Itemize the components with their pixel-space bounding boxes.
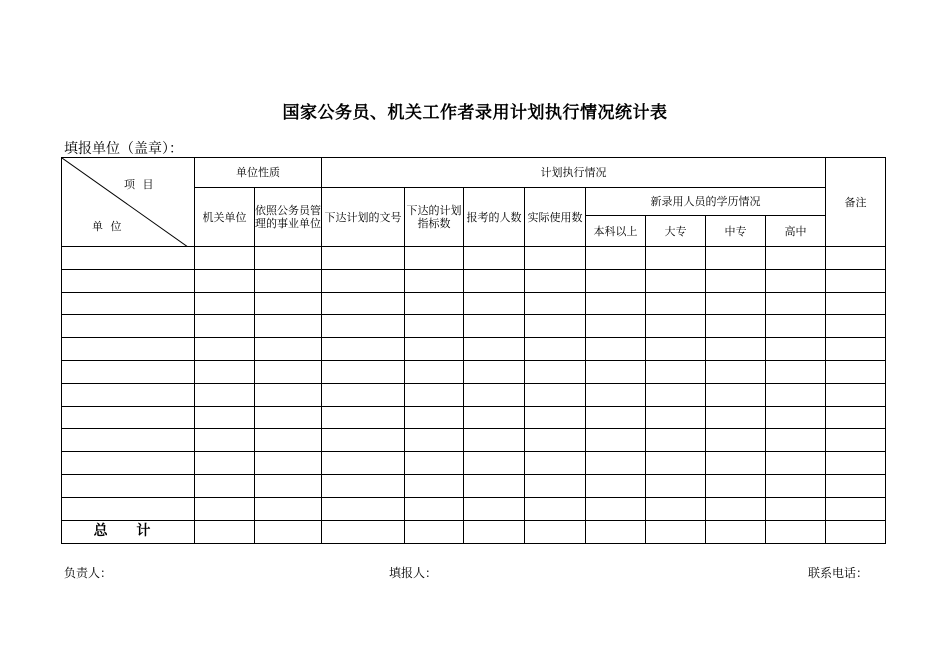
table-row xyxy=(62,497,886,520)
table-row xyxy=(62,315,886,338)
table-cell xyxy=(706,360,766,383)
actual-used-header: 实际使用数 xyxy=(525,188,586,247)
applicants-header: 报考的人数 xyxy=(464,188,525,247)
table-row xyxy=(62,383,886,406)
table-cell xyxy=(766,452,826,475)
table-row xyxy=(62,338,886,361)
table-cell xyxy=(525,338,586,361)
table-cell xyxy=(62,315,195,338)
table-cell xyxy=(706,429,766,452)
table-cell xyxy=(646,474,706,497)
table-cell xyxy=(826,474,886,497)
total-row xyxy=(62,520,886,543)
table-cell xyxy=(586,247,646,270)
table-cell xyxy=(195,452,255,475)
table-cell xyxy=(405,383,464,406)
table-cell xyxy=(322,497,405,520)
table-cell xyxy=(766,315,826,338)
table-cell xyxy=(706,520,766,543)
total-label-cell xyxy=(62,520,195,543)
table-cell xyxy=(322,474,405,497)
table-cell xyxy=(405,452,464,475)
total-label: 总 计 xyxy=(93,523,163,540)
table-cell xyxy=(464,452,525,475)
table-cell xyxy=(706,315,766,338)
table-cell xyxy=(766,520,826,543)
page-title: 国家公务员、机关工作者录用计划执行情况统计表 xyxy=(282,103,668,123)
table-cell xyxy=(826,497,886,520)
table-cell xyxy=(706,497,766,520)
table-cell xyxy=(464,520,525,543)
table-cell xyxy=(766,383,826,406)
table-cell xyxy=(706,383,766,406)
table-cell xyxy=(826,360,886,383)
table-row xyxy=(62,269,886,292)
remarks-header: 备注 xyxy=(826,158,886,247)
table-body xyxy=(62,247,886,521)
table-cell xyxy=(646,429,706,452)
table-cell xyxy=(322,452,405,475)
table-cell xyxy=(255,520,322,543)
table-cell xyxy=(62,452,195,475)
secondary-header: 中专 xyxy=(706,216,766,247)
statistics-table xyxy=(61,157,886,544)
table-cell xyxy=(706,406,766,429)
table-cell xyxy=(646,520,706,543)
table-cell xyxy=(195,247,255,270)
table-cell xyxy=(826,452,886,475)
table-cell xyxy=(586,269,646,292)
table-cell xyxy=(646,452,706,475)
table-cell xyxy=(322,315,405,338)
phone-label: 联系电话： xyxy=(808,566,869,580)
public-service-unit-header: 依照公务员管理的事业单位 xyxy=(255,188,322,247)
table-cell xyxy=(586,338,646,361)
table-cell xyxy=(646,360,706,383)
table-cell xyxy=(405,474,464,497)
table-cell xyxy=(195,315,255,338)
filler-label: 填报人： xyxy=(389,566,438,580)
plan-doc-no-header: 下达计划的文号 xyxy=(322,188,405,247)
table-cell xyxy=(405,520,464,543)
education-header: 新录用人员的学历情况 xyxy=(586,188,826,216)
table-cell xyxy=(525,383,586,406)
table-cell xyxy=(706,247,766,270)
table-row xyxy=(62,406,886,429)
table-cell xyxy=(766,360,826,383)
table-cell xyxy=(706,452,766,475)
table-cell xyxy=(464,315,525,338)
table-cell xyxy=(62,360,195,383)
table-cell xyxy=(826,247,886,270)
table-cell xyxy=(62,406,195,429)
table-cell xyxy=(766,497,826,520)
responsible-label: 负责人： xyxy=(64,566,113,580)
table-cell xyxy=(405,247,464,270)
table-row xyxy=(62,247,886,270)
table-cell xyxy=(525,474,586,497)
table-cell xyxy=(586,452,646,475)
table-cell xyxy=(255,247,322,270)
table-cell xyxy=(766,429,826,452)
table-cell xyxy=(464,338,525,361)
table-cell xyxy=(586,383,646,406)
fill-unit-label: 填报单位（盖章）： xyxy=(64,141,183,157)
bachelor-above-header: 本科以上 xyxy=(586,216,646,247)
table-row xyxy=(62,360,886,383)
table-cell xyxy=(405,269,464,292)
table-cell xyxy=(195,383,255,406)
table-cell xyxy=(195,406,255,429)
unit-nature-header: 单位性质 xyxy=(195,158,322,188)
table-cell xyxy=(255,269,322,292)
table-cell xyxy=(586,497,646,520)
table-cell xyxy=(464,360,525,383)
table-cell xyxy=(405,315,464,338)
table-cell xyxy=(766,247,826,270)
table-cell xyxy=(322,520,405,543)
table-cell xyxy=(826,292,886,315)
table-cell xyxy=(322,338,405,361)
table-cell xyxy=(586,520,646,543)
table-cell xyxy=(826,383,886,406)
table-cell xyxy=(646,269,706,292)
table-cell xyxy=(766,406,826,429)
table-cell xyxy=(464,292,525,315)
table-cell xyxy=(525,520,586,543)
table-cell xyxy=(646,497,706,520)
table-cell xyxy=(255,360,322,383)
table-cell xyxy=(62,474,195,497)
table-cell xyxy=(464,269,525,292)
table-cell xyxy=(255,429,322,452)
table-cell xyxy=(826,315,886,338)
table-cell xyxy=(255,315,322,338)
table-cell xyxy=(255,474,322,497)
high-school-header: 高中 xyxy=(766,216,826,247)
table-cell xyxy=(525,360,586,383)
table-cell xyxy=(826,338,886,361)
table-cell xyxy=(195,497,255,520)
table-cell xyxy=(322,247,405,270)
table-cell xyxy=(464,406,525,429)
plan-quota-header: 下达的计划指标数 xyxy=(405,188,464,247)
table-cell xyxy=(586,429,646,452)
table-row xyxy=(62,474,886,497)
table-cell xyxy=(525,497,586,520)
table-cell xyxy=(62,383,195,406)
table-cell xyxy=(646,292,706,315)
diagonal-line xyxy=(62,158,195,247)
table-cell xyxy=(826,406,886,429)
table-cell xyxy=(766,474,826,497)
table-row xyxy=(62,429,886,452)
table-cell xyxy=(405,292,464,315)
table-cell xyxy=(586,315,646,338)
table-cell xyxy=(525,452,586,475)
table-cell xyxy=(62,497,195,520)
table-cell xyxy=(766,292,826,315)
table-cell xyxy=(826,269,886,292)
table-cell xyxy=(322,406,405,429)
table-cell xyxy=(464,383,525,406)
college-header: 大专 xyxy=(646,216,706,247)
table-cell xyxy=(464,474,525,497)
table-cell xyxy=(525,406,586,429)
table-cell xyxy=(525,315,586,338)
table-cell xyxy=(195,360,255,383)
table-cell xyxy=(646,247,706,270)
agency-unit-header: 机关单位 xyxy=(195,188,255,247)
diag-top-label: 项 目 xyxy=(124,178,156,191)
table-cell xyxy=(62,338,195,361)
table-cell xyxy=(195,338,255,361)
table-cell xyxy=(525,292,586,315)
diag-bottom-label: 单 位 xyxy=(92,220,124,233)
table-cell xyxy=(646,338,706,361)
table-cell xyxy=(62,292,195,315)
table-cell xyxy=(586,360,646,383)
plan-execution-header: 计划执行情况 xyxy=(322,158,826,188)
table-cell xyxy=(525,269,586,292)
table-cell xyxy=(255,292,322,315)
table-cell xyxy=(405,429,464,452)
table-cell xyxy=(706,269,766,292)
table-cell xyxy=(255,406,322,429)
table-cell xyxy=(322,429,405,452)
table-cell xyxy=(62,429,195,452)
table-cell xyxy=(322,360,405,383)
table-cell xyxy=(255,338,322,361)
table-cell xyxy=(706,338,766,361)
table-cell xyxy=(766,269,826,292)
table-cell xyxy=(826,429,886,452)
table-cell xyxy=(464,497,525,520)
table-cell xyxy=(322,292,405,315)
table-cell xyxy=(766,338,826,361)
table-cell xyxy=(62,247,195,270)
table-cell xyxy=(464,429,525,452)
table-cell xyxy=(525,429,586,452)
table-cell xyxy=(195,520,255,543)
table-cell xyxy=(646,406,706,429)
table-cell xyxy=(706,292,766,315)
table-cell xyxy=(646,383,706,406)
table-cell xyxy=(62,269,195,292)
table-cell xyxy=(405,338,464,361)
table-row xyxy=(62,292,886,315)
table-row xyxy=(62,452,886,475)
table-cell xyxy=(706,474,766,497)
table-cell xyxy=(255,497,322,520)
table-cell xyxy=(322,383,405,406)
diagonal-header-cell xyxy=(62,158,195,247)
table-cell xyxy=(195,269,255,292)
table-cell xyxy=(255,383,322,406)
table-cell xyxy=(322,269,405,292)
table-cell xyxy=(195,474,255,497)
table-cell xyxy=(586,474,646,497)
table-cell xyxy=(255,452,322,475)
table-cell xyxy=(405,406,464,429)
table-cell xyxy=(405,360,464,383)
table-cell xyxy=(195,429,255,452)
table-cell xyxy=(826,520,886,543)
table-cell xyxy=(646,315,706,338)
table-cell xyxy=(195,292,255,315)
table-cell xyxy=(464,247,525,270)
table-cell xyxy=(586,406,646,429)
table-cell xyxy=(525,247,586,270)
table-cell xyxy=(405,497,464,520)
table-cell xyxy=(586,292,646,315)
